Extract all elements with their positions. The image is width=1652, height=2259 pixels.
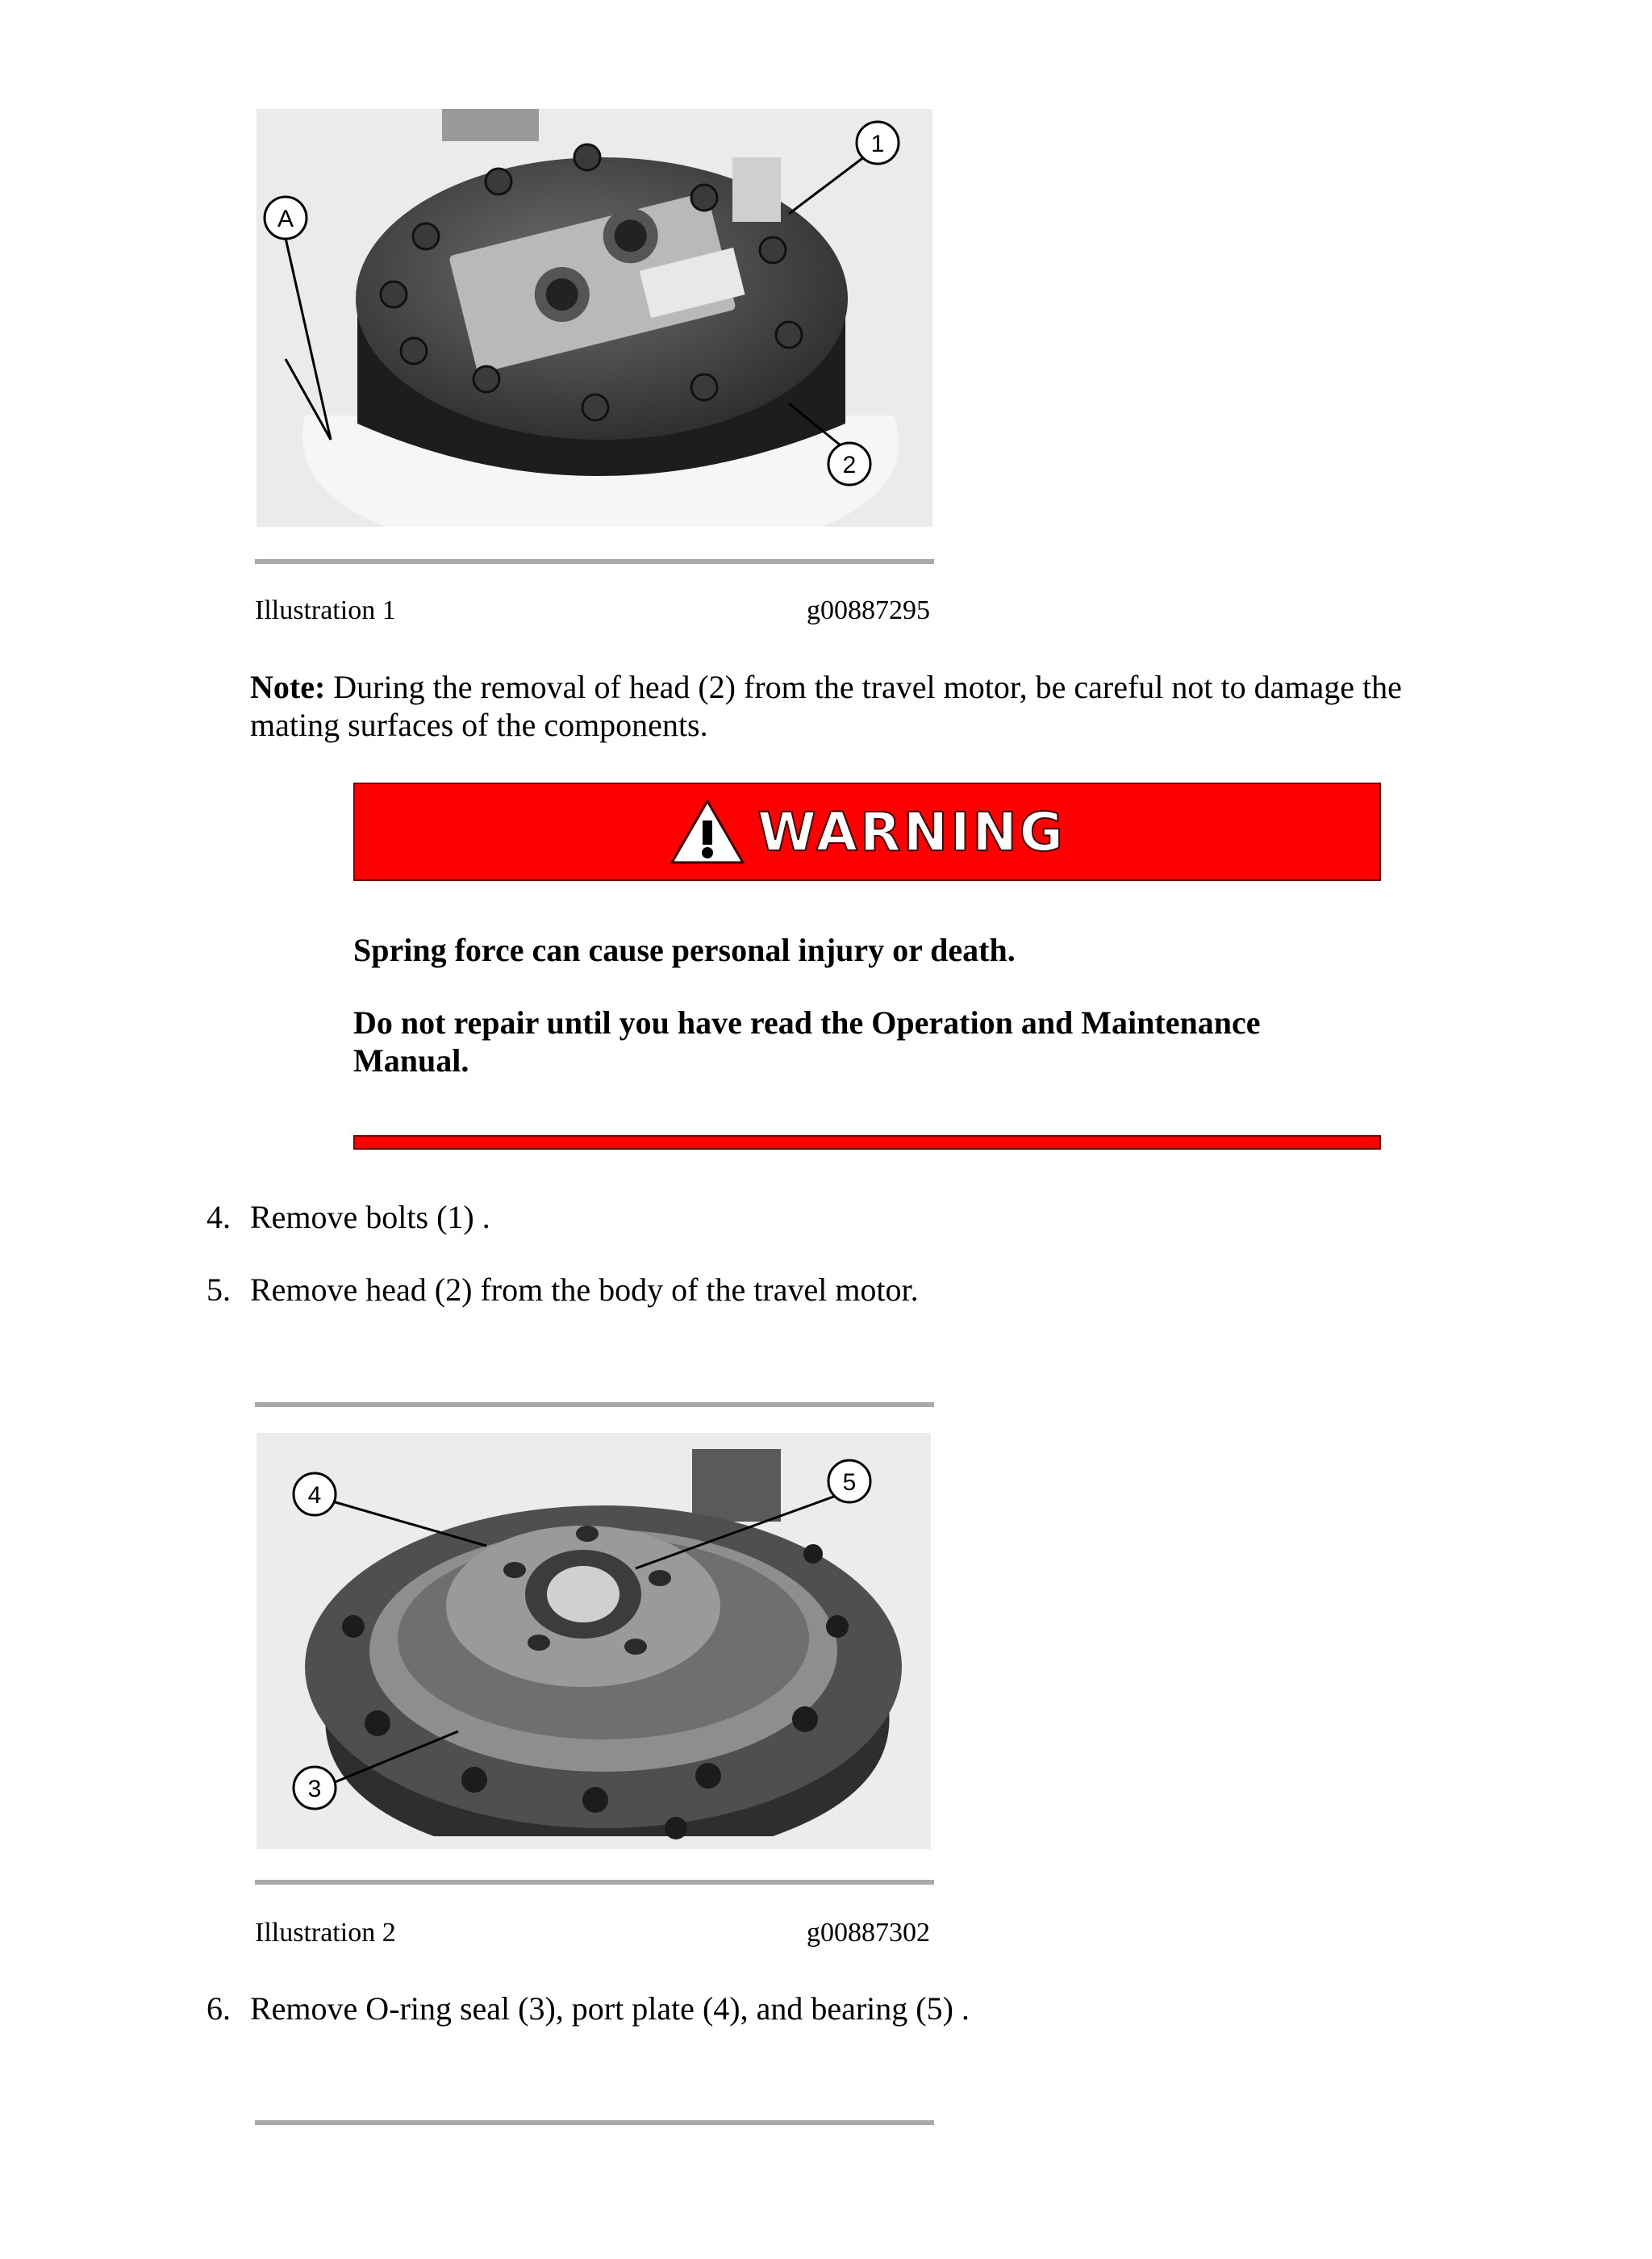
step-6-number: 6. [206,1990,231,2027]
step-5-text: Remove head (2) from the body of the travel motor. [250,1271,919,1308]
warning-triangle-icon [669,798,746,866]
callout-1: 1 [870,131,885,157]
note-label: Note: [250,669,326,705]
callout-a: A [277,206,294,232]
step-6-text: Remove O-ring seal (3), port plate (4), and bearing (5) . [250,1990,970,2027]
warning-line-1: Spring force can cause personal injury or death. [353,932,1016,968]
callout-3: 3 [307,1776,322,1802]
warning-line-2: Do not repair until you have read the Operation and Maintenance Manual. [353,1004,1261,1079]
illustration-1-rule [255,559,934,564]
step-5-number: 5. [206,1271,231,1308]
illustration-3-top-rule [255,2120,934,2125]
illustration-2-rule [255,1880,934,1885]
step-4-text: Remove bolts (1) . [250,1199,490,1235]
callout-5: 5 [842,1469,857,1496]
illustration-1-code: g00887295 [807,595,930,625]
note-paragraph [250,668,1476,744]
warning-banner [353,783,1381,881]
callout-4: 4 [307,1482,322,1509]
note-text: During the removal of head (2) from the travel motor, be careful not to damage the mating surfaces of the components. [250,669,1402,743]
illustration-2-callouts [257,1433,931,1849]
step-4-number: 4. [206,1199,231,1235]
illustration-1-label: Illustration 1 [255,595,396,625]
illustration-2-code: g00887302 [807,1918,930,1948]
illustration-2-label: Illustration 2 [255,1918,396,1948]
callout-2: 2 [842,452,857,478]
warning-bottom-bar [353,1135,1381,1150]
illustration-2-top-rule [255,1402,934,1407]
warning-title: WARNING [757,800,1066,863]
illustration-1-callouts [257,109,932,527]
